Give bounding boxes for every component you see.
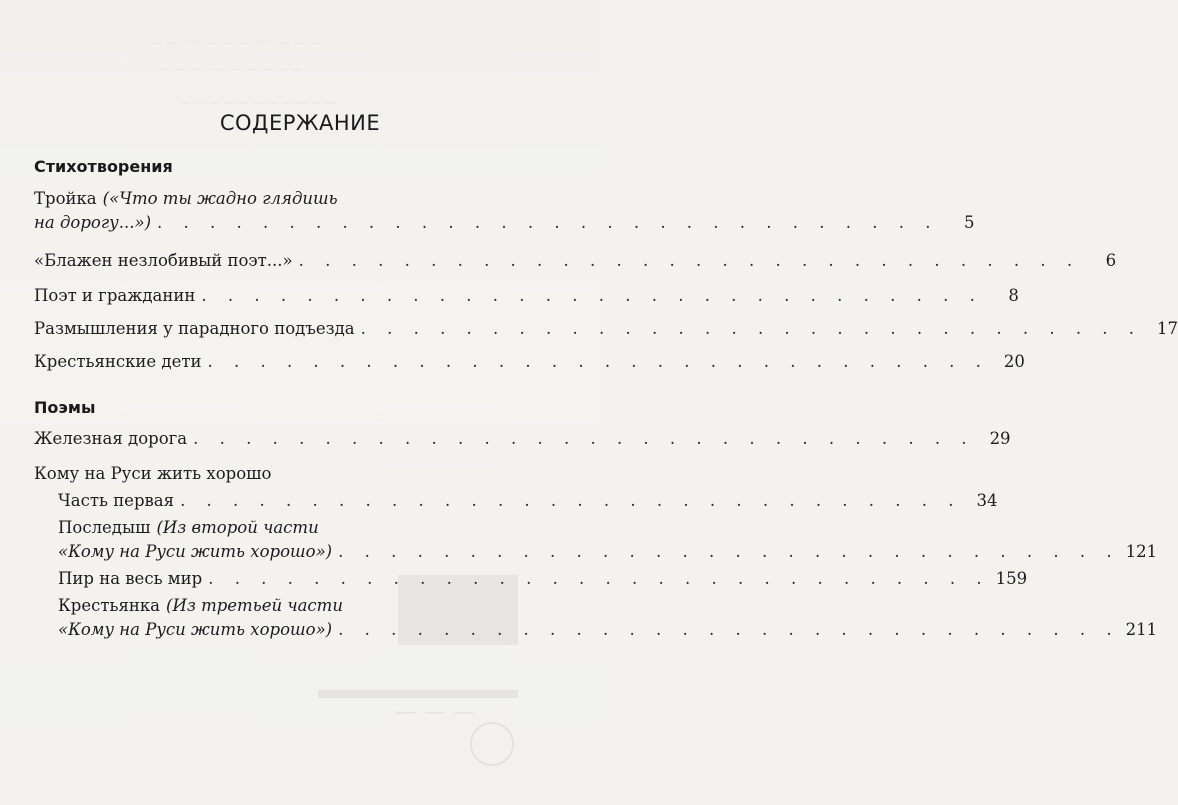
entry-title: Железная дорога: [34, 429, 188, 448]
entry-title: Поэт и гражданин: [34, 286, 196, 305]
toc-entry: [58, 567, 1028, 591]
entry-title: Последыш: [58, 518, 151, 537]
toc-entry: [58, 594, 1158, 642]
toc-entry: [58, 489, 998, 513]
show-through-text: — — — — — — — — — — —: [180, 96, 336, 109]
leader-dots: . . . . . . . . . . . . . . . . . . . . . . . . . . . . . .: [201, 286, 983, 305]
entry-title: Пир на весь мир: [58, 569, 203, 588]
entry-page: 121: [1125, 542, 1158, 561]
entry-page: 29: [989, 429, 1011, 448]
toc-entry: [34, 427, 1011, 451]
show-through-bar: [318, 690, 518, 698]
entry-title: Крестьянские дети: [34, 352, 202, 371]
toc-entry: [34, 462, 514, 486]
entry-page: 8: [1008, 286, 1019, 305]
entry-title: Размышления у парадного подъезда: [34, 319, 355, 338]
section-heading-poems: Стихотворения: [34, 157, 173, 176]
leader-dots: . . . . . . . . . . . . . . . . . . . . . . . . . . . . . .: [208, 569, 990, 588]
entry-note: на дорогу...»): [34, 213, 152, 232]
show-through-logo: [470, 722, 514, 766]
entry-page: 17: [1157, 319, 1178, 338]
entry-title: Часть первая: [58, 491, 175, 510]
entry-page: 20: [1003, 352, 1025, 371]
entry-title: Крестьянка: [58, 596, 161, 615]
show-through-text: — — — — — — — — — — — —: [150, 36, 321, 49]
entry-note: «Кому на Руси жить хорошо»): [58, 620, 333, 639]
entry-note: («Что ты жадно глядишь: [102, 189, 338, 208]
toc-entry: [34, 284, 1019, 308]
section-heading-long-poems: Поэмы: [34, 398, 96, 417]
leader-dots: . . . . . . . . . . . . . . . . . . . . . . . . . . . . . .: [207, 352, 989, 371]
entry-page: 5: [963, 213, 975, 232]
entry-page: 34: [976, 491, 998, 510]
leader-dots: . . . . . . . . . . . . . . . . . . . . . . . . . . . . . .: [157, 213, 939, 232]
entry-note: «Кому на Руси жить хорошо»): [58, 542, 333, 561]
leader-dots: . . . . . . . . . . . . . . . . . . . . . . . . . . . . . .: [180, 491, 962, 510]
entry-page: 6: [1105, 251, 1117, 270]
entry-title: «Блажен незлобивый поэт...»: [34, 251, 293, 270]
toc-entry: [58, 516, 1158, 564]
show-through-text: — — —: [395, 700, 475, 725]
toc-entry: [34, 317, 1178, 341]
show-through-text: — — — — — — — — — —: [160, 62, 302, 75]
entry-page: 159: [995, 569, 1028, 588]
entry-note: (Из третьей части: [166, 596, 343, 615]
leader-dots: . . . . . . . . . . . . . . . . . . . . . . . . . . . . . .: [338, 620, 1120, 639]
toc-entry: [34, 249, 1117, 273]
entry-title: Тройка: [34, 189, 97, 208]
leader-dots: . . . . . . . . . . . . . . . . . . . . . . . . . . . . . .: [338, 542, 1120, 561]
entry-title: Кому на Руси жить хорошо: [34, 464, 272, 483]
entry-page: 211: [1125, 620, 1158, 639]
page-title: СОДЕРЖАНИЕ: [219, 111, 381, 135]
leader-dots: . . . . . . . . . . . . . . . . . . . . . . . . . . . . . .: [193, 429, 975, 448]
leader-dots: . . . . . . . . . . . . . . . . . . . . . . . . . . . . . .: [298, 251, 1081, 270]
entry-note: (Из второй части: [156, 518, 319, 537]
toc-entry: [34, 350, 1025, 374]
toc-entry: [34, 187, 975, 235]
leader-dots: . . . . . . . . . . . . . . . . . . . . . . . . . . . . . .: [360, 319, 1143, 338]
